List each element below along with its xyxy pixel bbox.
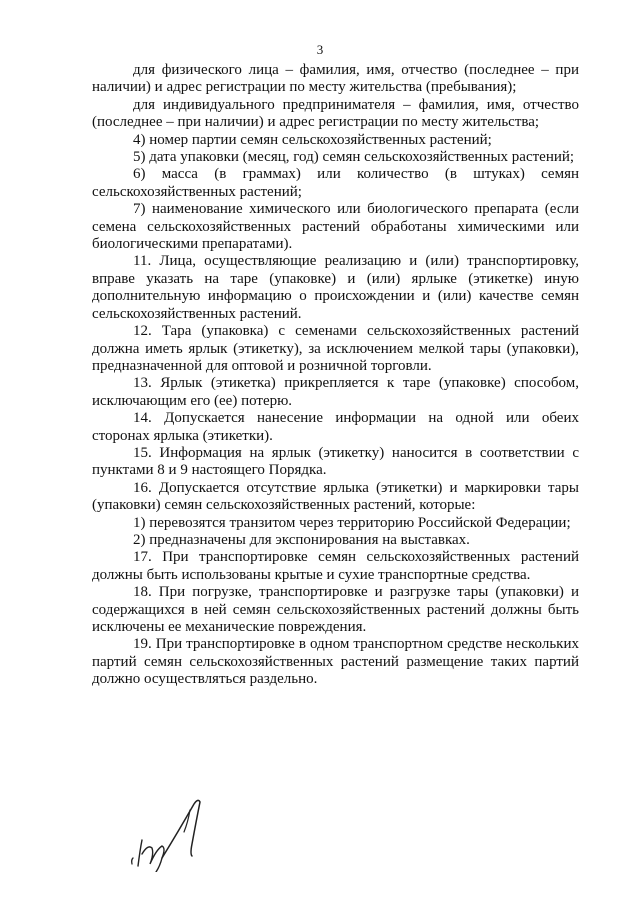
list-item: 6) масса (в граммах) или количество (в штуках) семян сельскохозяйственных растений; [92,166,579,200]
document-body [92,62,579,689]
page-number: 3 [316,42,324,57]
clause-14: 14. Допускается нанесение информации на одной или обеих сторонах ярлыка (этикетки). [92,410,579,444]
list-item: 4) номер партии семян сельскохозяйственных растений; [133,131,492,148]
list-item: 2) предназначены для экспонирования на выставках. [133,531,470,548]
clause-19: 19. При транспортировке в одном транспортном средстве нескольких партий семян сельскохозяйственных растений размещение таких партий должно осуществляться раздельно. [92,636,579,688]
list-item: 7) наименование химического или биологического препарата (если семена сельскохозяйственных растений обработаны химическими или биологическими препаратами). [92,201,579,253]
paragraph: для физического лица – фамилия, имя, отчество (последнее – при наличии) и адрес регистрации по месту жительства (пребывания); [92,62,579,96]
clause-16: 16. Допускается отсутствие ярлыка (этикетки) и маркировки тары (упаковки) семян сельскохозяйственных растений, которые: [92,479,579,514]
list-item: 1) перевозятся транзитом через территорию Российской Федерации; [133,514,571,531]
clause-13: 13. Ярлык (этикетка) прикрепляется к таре (упаковке) способом, исключающим его (ее) потерю. [92,375,579,409]
clause-17: 17. При транспортировке семян сельскохозяйственных растений должны быть использованы крытые и сухие транспортные средства. [92,549,579,583]
paragraph: для индивидуального предпринимателя – фамилия, имя, отчество (последнее – при наличии) и адрес регистрации по месту жительства; [92,96,579,131]
list-item: 5) дата упаковки (месяц, год) семян сельскохозяйственных растений; [133,149,575,166]
handwritten-signature [126,792,221,872]
clause-12: 12. Тара (упаковка) с семенами сельскохозяйственных растений должна иметь ярлык (этикетку), за исключением мелкой тары (упаковки), предназначенной для оптовой и розничной торговли. [92,323,579,374]
clause-18: 18. При погрузке, транспортировке и разгрузке тары (упаковки) и содержащихся в ней семян сельскохозяйственных растений должны быть исключены ее механические повреждения. [92,584,579,635]
clause-15: 15. Информация на ярлык (этикетку) наносится в соответствии с пунктами 8 и 9 настоящего Порядка. [92,444,579,479]
clause-11: 11. Лица, осуществляющие реализацию и (или) транспортировку, вправе указать на таре (упаковке) и (или) ярлыке (этикетке) иную дополнительную информацию о происхождении и (или) качестве семян сельскохозяйственных растений. [92,253,579,322]
